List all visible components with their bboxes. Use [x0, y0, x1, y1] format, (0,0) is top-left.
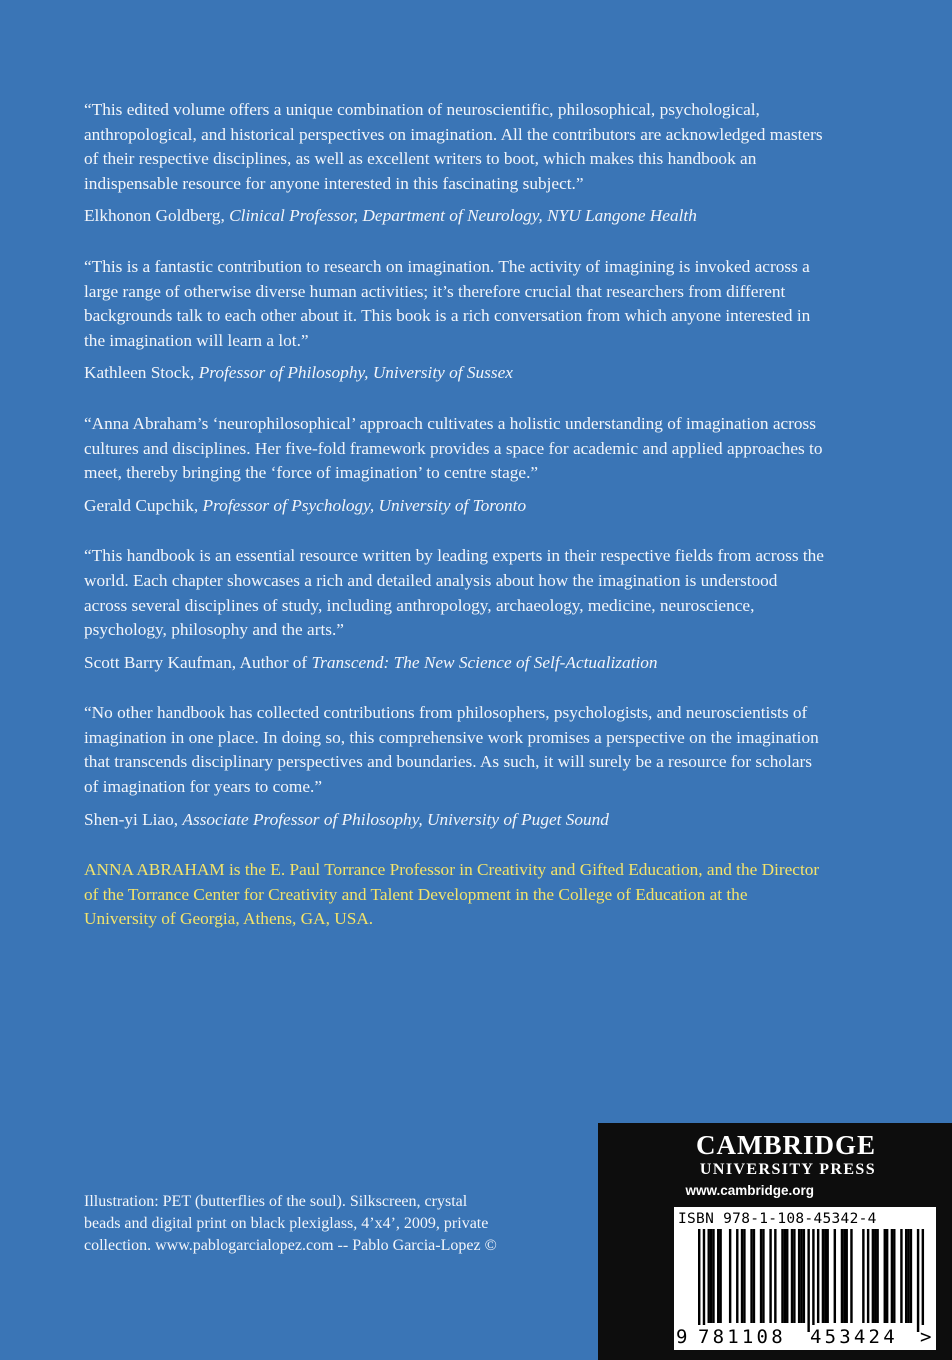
barcode-bar	[807, 1229, 809, 1332]
barcode-bar	[698, 1229, 700, 1332]
endorser-affiliation: Professor of Philosophy, University of Sussex	[198, 363, 513, 383]
barcode-marker: >	[920, 1326, 932, 1348]
barcode-bar	[910, 1229, 912, 1323]
publisher-imprint-panel	[598, 1123, 952, 1360]
barcode-bar	[762, 1229, 764, 1323]
endorsement-quote: “This edited volume offers a unique combination of neuroscientific, philosophical, psychological, anthropological, and historical perspectives on imagination. All the contributors are acknowledged masters of their respective disciplines, as well as excellent writers to boot, which makes this handbook an indispensable resource for anyone interested in this fascinating subject.”	[84, 100, 823, 193]
endorsement-quote: “This handbook is an essential resource written by leading experts in their respective fields from across the world. Each chapter showcases a rich and detailed analysis about how the imagination is understood across several disciplines of study, including anthropology, archaeology, medicine, neuroscience, psychology, philosophy and the arts.”	[84, 546, 824, 640]
barcode-bar	[781, 1229, 783, 1323]
barcode-bar	[905, 1229, 907, 1323]
barcode-bar	[712, 1229, 714, 1323]
endorsement-quote: “No other handbook has collected contributions from philosophers, psychologists, and neuroscientists of imagination in one place. In doing so, this comprehensive work promises a perspective on the imagination that transcends disciplinary perspectives and boundaries. As such, it will surely be a resource for scholars of imagination for years to come.”	[84, 703, 819, 797]
barcode-bar	[803, 1229, 805, 1323]
endorsement-quote: “Anna Abraham’s ‘neurophilosophical’ approach cultivates a holistic understanding of imagination across cultures and disciplines. Her five-fold framework provides a space for academic and applied approaches to meet, thereby bringing the ‘force of imagination’ to centre stage.”	[84, 413, 823, 483]
barcode-bar	[891, 1229, 893, 1323]
barcode-bar	[874, 1229, 876, 1323]
endorser-affiliation: Professor of Psychology, University of Toronto	[202, 495, 527, 515]
endorser-name: Kathleen Stock,	[84, 363, 195, 383]
publisher-name: CAMBRIDGE	[695, 1130, 876, 1160]
barcode-bar	[843, 1229, 845, 1323]
barcode-bar	[719, 1229, 721, 1323]
endorser-name: Scott Barry Kaufman, Author of	[84, 652, 308, 672]
barcode-bar	[741, 1229, 743, 1323]
barcode-bar	[900, 1229, 902, 1323]
barcode-bar	[784, 1229, 786, 1323]
barcode-bar	[812, 1229, 814, 1332]
barcode-bar	[834, 1229, 836, 1323]
barcode-bars	[678, 1229, 932, 1332]
barcode-bar	[736, 1229, 738, 1323]
author-bio: ANNA ABRAHAM is the E. Paul Torrance Professor in Creativity and Gifted Education, and the Director of the Torrance Center for Creativity and Talent Development in the College of Education at the University of Georgia, Athens, GA, USA.	[84, 860, 820, 929]
barcode-bar	[922, 1229, 924, 1332]
barcode-bar	[841, 1229, 843, 1323]
barcode-bar	[862, 1229, 864, 1323]
barcode-bar	[774, 1229, 776, 1323]
barcode-bar	[824, 1229, 826, 1323]
endorsement-attribution	[84, 361, 824, 386]
barcode-bar	[907, 1229, 909, 1323]
publisher-subtitle: UNIVERSITY PRESS	[699, 1161, 876, 1178]
barcode-bar	[817, 1229, 819, 1323]
endorsement-quote: “This is a fantastic contribution to research on imagination. The activity of imagining is invoked across a large range of otherwise diverse human activities; it’s therefore crucial that researchers from different backgrounds talk to each other about it. This book is a rich conversation from which anyone interested in the imagination will learn a lot.”	[84, 256, 811, 350]
publisher-url: www.cambridge.org	[685, 1183, 814, 1198]
endorser-affiliation: Associate Professor of Philosophy, University of Puget Sound	[182, 809, 609, 829]
endorsement	[84, 255, 824, 386]
endorser-name: Gerald Cupchik,	[84, 495, 199, 515]
endorsement-attribution	[84, 494, 824, 519]
barcode-digits	[674, 1325, 936, 1349]
barcode-bar	[717, 1229, 719, 1323]
barcode-bar	[710, 1229, 712, 1323]
barcode-bar	[876, 1229, 878, 1323]
endorsement	[84, 544, 824, 675]
barcode-bar	[769, 1229, 771, 1323]
barcode-bar	[845, 1229, 847, 1323]
barcode-bar	[708, 1229, 710, 1323]
barcode-bar	[917, 1229, 919, 1332]
barcode-bar	[729, 1229, 731, 1323]
barcode-bar	[886, 1229, 888, 1323]
endorsements	[84, 98, 824, 932]
barcode-bar	[867, 1229, 869, 1323]
barcode-left-group: 781108	[698, 1326, 786, 1348]
endorsement-attribution	[84, 204, 824, 229]
barcode-bar	[786, 1229, 788, 1323]
barcode-bar	[703, 1229, 705, 1332]
barcode-bar	[893, 1229, 895, 1323]
barcode-lead-digit: 9	[676, 1326, 688, 1348]
isbn-barcode	[674, 1207, 936, 1350]
barcode-bar	[753, 1229, 755, 1323]
barcode-bar	[760, 1229, 762, 1323]
barcode-bar	[793, 1229, 795, 1323]
barcode-right-group: 453424	[810, 1326, 898, 1348]
endorser-name: Shen-yi Liao,	[84, 809, 179, 829]
barcode-bar	[800, 1229, 802, 1323]
illustration-credit: Illustration: PET (butterflies of the soul). Silkscreen, crystal beads and digital print on black plexiglass, 4’x4’, 2009, private collection. www.pablogarcialopez.com -- Pablo Garcia-Lopez ©	[84, 1193, 497, 1255]
barcode-bar	[798, 1229, 800, 1323]
barcode-bar	[826, 1229, 828, 1323]
endorsement	[84, 412, 824, 518]
endorser-affiliation: Clinical Professor, Department of Neurology, NYU Langone Health	[229, 206, 697, 226]
barcode-bar	[884, 1229, 886, 1323]
endorsement-attribution	[84, 808, 824, 833]
endorsement-attribution	[84, 651, 824, 676]
endorsement	[84, 701, 824, 832]
barcode-bar	[743, 1229, 745, 1323]
barcode-bar	[750, 1229, 752, 1323]
barcode-bar	[850, 1229, 852, 1323]
barcode-bar	[822, 1229, 824, 1323]
isbn-label: ISBN 978-1-108-45342-4	[678, 1211, 877, 1227]
barcode-bar	[872, 1229, 874, 1323]
endorsement	[84, 98, 824, 229]
endorser-affiliation: Transcend: The New Science of Self-Actualization	[311, 652, 658, 672]
barcode-bar	[791, 1229, 793, 1323]
endorser-name: Elkhonon Goldberg,	[84, 206, 225, 226]
